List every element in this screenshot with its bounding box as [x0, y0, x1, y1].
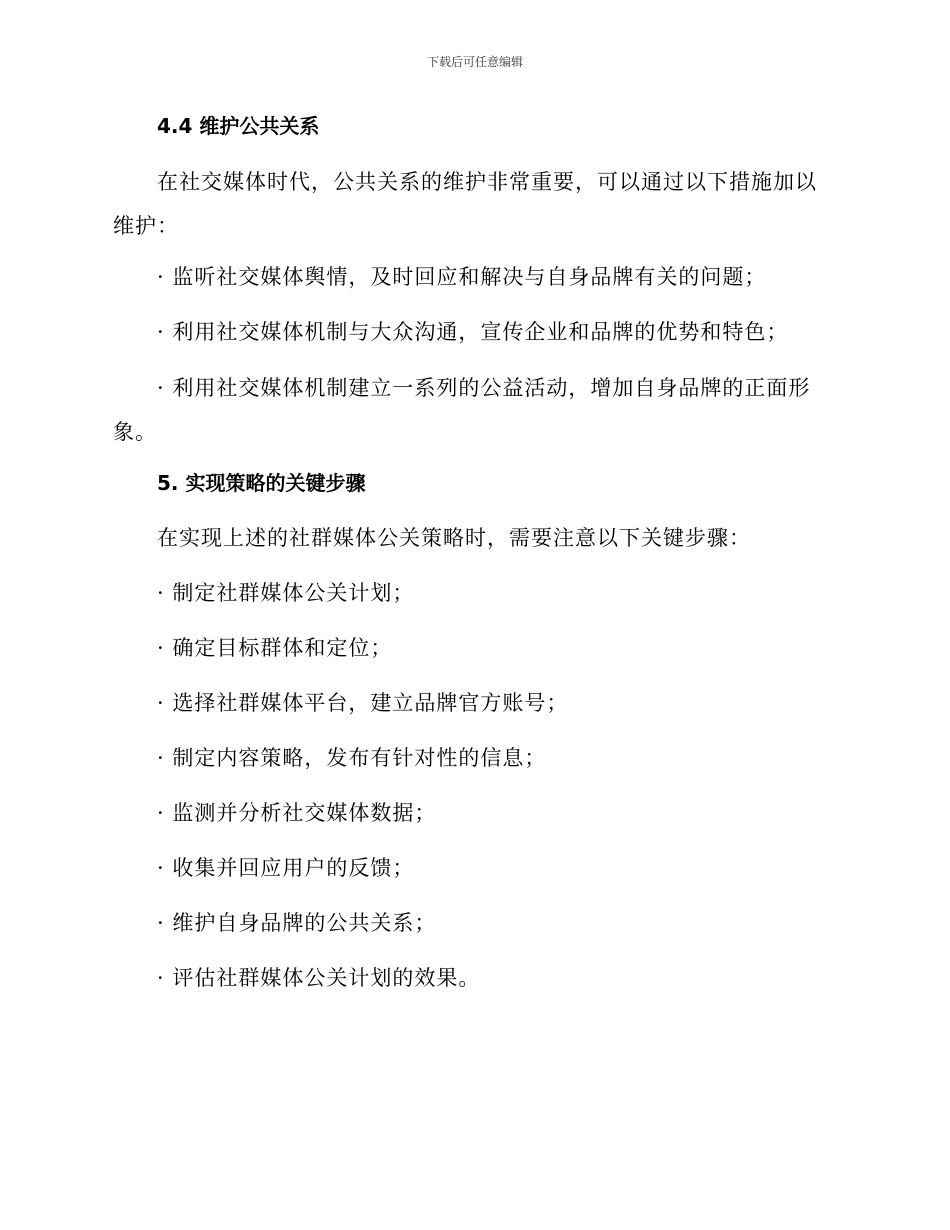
list-item: · 监测并分析社交媒体数据；	[157, 801, 437, 825]
list-item: · 选择社群媒体平台，建立品牌官方账号；	[157, 691, 569, 715]
header-note: 下载后可任意编辑	[426, 55, 523, 69]
list-item: · 制定内容策略，发布有针对性的信息；	[157, 746, 547, 770]
page-content	[113, 113, 837, 992]
section-4-4-intro: 在社交媒体时代，公共关系的维护非常重要，可以通过以下措施加以维护：	[113, 170, 817, 238]
section-5-intro: 在实现上述的社群媒体公关策略时，需要注意以下关键步骤：	[157, 526, 751, 550]
section-heading-4-4: 4.4 维护公共关系	[157, 114, 320, 138]
list-item: · 制定社群媒体公关计划；	[157, 581, 415, 605]
list-item: · 收集并回应用户的反馈；	[157, 856, 415, 880]
list-item: · 利用社交媒体机制与大众沟通，宣传企业和品牌的优势和特色；	[157, 320, 789, 344]
list-item: · 评估社群媒体公关计划的效果。	[157, 966, 481, 990]
section-heading-5: 5. 实现策略的关键步骤	[157, 471, 366, 495]
list-item: · 利用社交媒体机制建立一系列的公益活动，增加自身品牌的正面形象。	[113, 376, 811, 444]
list-item: · 监听社交媒体舆情，及时回应和解决与自身品牌有关的问题；	[157, 265, 767, 289]
list-item: · 确定目标群体和定位；	[157, 636, 393, 660]
list-item: · 维护自身品牌的公共关系；	[157, 911, 437, 935]
